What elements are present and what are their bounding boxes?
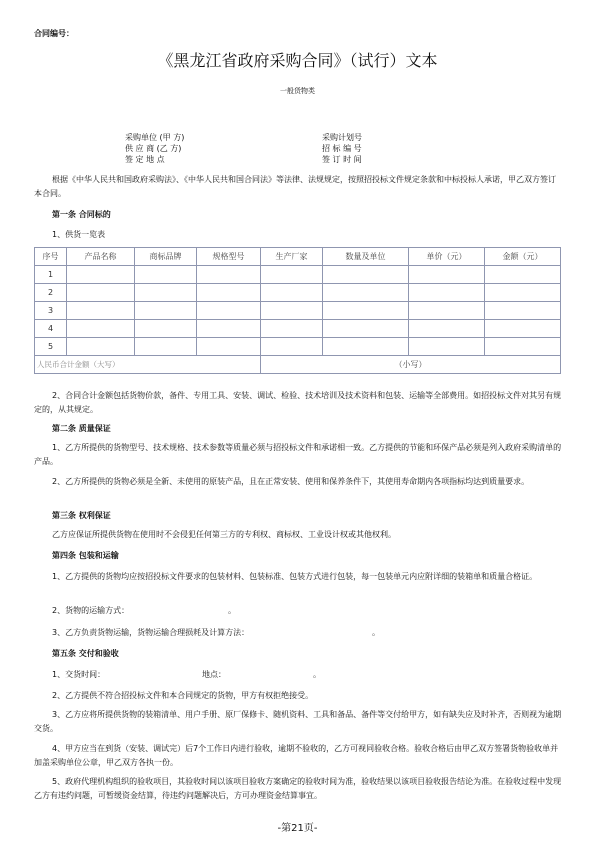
article-5-paragraph-4: 4、甲方应当在到货（安装、调试完）后7个工作日内进行验收，逾期不验收的，乙方可视同验收合格。验收合格后由甲乙双方签署货物验收单并加盖采购单位公章，甲乙双方各执一份。 [34, 744, 559, 767]
row-number: 3 [35, 302, 67, 320]
table-row [35, 266, 561, 284]
article-3-paragraph-1: 乙方应保证所提供货物在使用时不会侵犯任何第三方的专利权、商标权、工业设计权或其他权利。 [52, 530, 396, 539]
plan-number-label: 采购计划号 [322, 133, 362, 142]
article-4-title: 第四条 包装和运输 [52, 551, 119, 560]
article-4-paragraph-3-end: 。 [372, 628, 380, 637]
bid-number-label: 招 标 编 号 [322, 144, 362, 153]
article-5-paragraph-5: 5、政府代理机构组织的验收项目，其验收时间以该项目验收方案确定的验收时间为准，验收结果以该项目验收报告结论为准。在验收过程中发现乙方有违约问题，可暂缓资金结算，待违约问题解决后，方可办理资金结算事宜。 [34, 777, 562, 800]
column-header: 产品名称 [67, 248, 135, 266]
table-row [35, 302, 561, 320]
delivery-place-label: 地点： [202, 670, 226, 679]
article-4-paragraph-3: 3、乙方负责货物运输，货物运输合理损耗及计算方法： [52, 628, 250, 637]
total-amount-label: 人民币合计金额（大写） [35, 356, 261, 374]
row-number: 4 [35, 320, 67, 338]
article-2-title: 第二条 质量保证 [52, 424, 111, 433]
document-title: 《黑龙江省政府采购合同》（试行）文本 [157, 51, 438, 70]
article-3-title: 第三条 权利保证 [52, 511, 111, 520]
table-row [35, 338, 561, 356]
column-header: 序号 [35, 248, 67, 266]
delivery-end-mark: 。 [313, 670, 321, 679]
article-1-item-1: 1、供货一览表 [52, 230, 106, 239]
document-subtitle: 一般货物类 [280, 87, 315, 95]
contract-number-label: 合同编号： [34, 29, 74, 38]
supply-table [34, 247, 561, 374]
article-4-paragraph-1: 1、乙方提供的货物均应按招投标文件要求的包装材料、包装标准、包装方式进行包装，每一包装单元内应附详细的装箱单和质量合格证。 [52, 572, 538, 581]
column-header: 金额（元） [485, 248, 561, 266]
row-number: 1 [35, 266, 67, 284]
column-header: 商标品牌 [135, 248, 197, 266]
article-5-paragraph-3: 3、乙方应将所提供货物的装箱清单、用户手册、原厂保修卡、随机资料、工具和备品、备件等交付给甲方，如有缺失应及时补齐，否则视为逾期交货。 [34, 710, 562, 733]
table-row [35, 284, 561, 302]
article-5-title: 第五条 交付和验收 [52, 649, 119, 658]
article-1-item-2: 2、合同合计金额包括货物价款，备件、专用工具、安装、调试、检验、技术培训及技术资料和包装、运输等全部费用。如招投标文件对其另有规定的，从其规定。 [34, 391, 562, 414]
table-row [35, 320, 561, 338]
article-5-paragraph-2: 2、乙方提供不符合招投标文件和本合同规定的货物，甲方有权拒绝接受。 [52, 691, 314, 700]
article-4-paragraph-2-end: 。 [228, 606, 236, 615]
article-4-paragraph-2: 2、货物的运输方式： [52, 606, 130, 615]
article-2-paragraph-1: 1、乙方所提供的货物型号、技术规格、技术参数等质量必须与招投标文件和承诺相一致。乙方提供的节能和环保产品必须是列入政府采购清单的产品。 [34, 443, 562, 466]
sign-place-label: 签 定 地 点 [125, 155, 165, 164]
article-1-title: 第一条 合同标的 [52, 210, 111, 219]
intro-paragraph: 根据《中华人民共和国政府采购法》、《中华人民共和国合同法》等法律、法规规定，按照招投标文件规定条款和中标投标人承诺，甲乙双方签订本合同。 [34, 175, 556, 198]
delivery-time-label: 1、交货时间： [52, 670, 106, 679]
row-number: 2 [35, 284, 67, 302]
row-number: 5 [35, 338, 67, 356]
table-header-row [35, 248, 561, 266]
column-header: 规格型号 [197, 248, 261, 266]
sign-time-label: 签 订 时 间 [322, 155, 362, 164]
column-header: 数量及单位 [323, 248, 409, 266]
supplier-label: 供 应 商 (乙 方) [125, 144, 182, 153]
column-header: 生产厂家 [261, 248, 323, 266]
table-total-row [35, 356, 561, 374]
total-amount-lowercase-label: （小写） [261, 356, 561, 374]
column-header: 单价（元） [409, 248, 485, 266]
article-2-paragraph-2: 2、乙方所提供的货物必须是全新、未使用的原装产品，且在正常安装、使用和保养条件下，其使用寿命期内各项指标均达到质量要求。 [52, 477, 530, 486]
buyer-label: 采购单位 (甲 方) [125, 133, 185, 142]
page-number: -第21页- [277, 823, 318, 834]
